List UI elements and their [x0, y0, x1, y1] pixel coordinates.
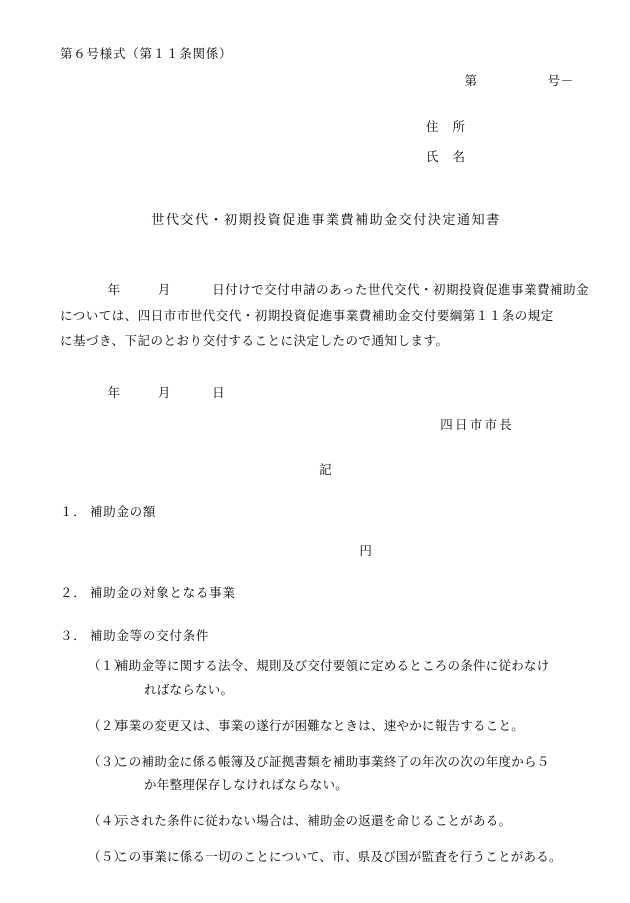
list-item — [60, 810, 592, 833]
condition-4-text — [116, 810, 592, 833]
signer-name: 四日市市長 — [440, 418, 514, 433]
condition-2-text — [116, 715, 592, 738]
condition-1-line-1: 補助金等に関する法令、規則及び交付要領に定めるところの条件に従わなけ — [116, 659, 550, 674]
condition-3-line-2: か年整理保存しなければならない。 — [144, 777, 349, 792]
section-1 — [60, 506, 592, 519]
ki-mark: 記 — [319, 462, 333, 477]
list-item — [60, 715, 592, 738]
section-2 — [60, 587, 592, 600]
section-3-number: ３． — [60, 628, 87, 643]
body-paragraph-line-3: に基づき、下記のとおり交付することに決定したので通知します。 — [60, 334, 449, 349]
condition-1-number: （１） — [88, 659, 127, 674]
date-day-label: 日 — [212, 385, 226, 400]
section-2-number: ２． — [60, 586, 87, 601]
condition-2-number: （２） — [88, 718, 127, 733]
form-number-label: 第６号様式（第１１条関係） — [60, 47, 233, 61]
date-year-label: 年 — [107, 385, 121, 400]
condition-5-number: （５） — [88, 850, 127, 865]
body-paragraph — [60, 278, 592, 355]
document-number-suffix: 号－ — [547, 73, 574, 88]
condition-4-number: （４） — [88, 814, 127, 828]
condition-1-text — [116, 655, 592, 701]
list-item — [60, 846, 592, 869]
list-item — [60, 751, 592, 797]
paragraph-month: 月 — [157, 283, 171, 297]
section-2-label: 補助金の対象となる事業 — [89, 586, 236, 601]
section-3-label: 補助金等の交付条件 — [89, 628, 210, 643]
conditions-list — [60, 655, 592, 869]
condition-3-number: （３） — [88, 754, 127, 769]
document-title: 世代交代・初期投資促進事業費補助金交付決定通知書 — [151, 212, 501, 227]
body-paragraph-line-2: については、四日市市世代交代・初期投資促進事業費補助金交付要綱第１１条の規定 — [60, 308, 554, 323]
condition-3-line-1: この補助金に係る帳簿及び証拠書類を補助事業終了の年次の次の年度から５ — [116, 754, 550, 769]
paragraph-rest-1: 日付けで交付申請のあった世代交代・初期投資促進事業費補助金 — [212, 283, 590, 297]
body-paragraph-line-1 — [60, 278, 592, 304]
section-3 — [60, 630, 592, 643]
date-month-label: 月 — [157, 385, 171, 400]
section-1-number: １． — [60, 505, 87, 520]
document-number-line — [60, 75, 592, 88]
amount-unit: 円 — [359, 543, 373, 558]
list-item — [60, 655, 592, 701]
condition-3-text — [116, 751, 592, 797]
paragraph-year: 年 — [107, 283, 121, 297]
recipient-name-label: 氏 名 — [426, 149, 466, 164]
condition-5-text — [116, 846, 592, 869]
document-number-prefix: 第 — [464, 73, 478, 88]
condition-4-line-1: 示された条件に従わない場合は、補助金の返還を命じることがある。 — [116, 814, 512, 828]
section-1-label: 補助金の額 — [89, 505, 157, 520]
condition-5-line-1: この事業に係る一切のことについて、市、県及び国が監査を行うことがある。 — [116, 850, 562, 865]
condition-2-line-1: 事業の変更又は、事業の遂行が困難なときは、速やかに報告すること。 — [116, 718, 525, 733]
issue-date-line — [60, 387, 592, 400]
recipient-address-label: 住 所 — [426, 120, 466, 134]
recipient-block — [60, 121, 592, 163]
condition-1-line-2: ればならない。 — [144, 682, 234, 697]
